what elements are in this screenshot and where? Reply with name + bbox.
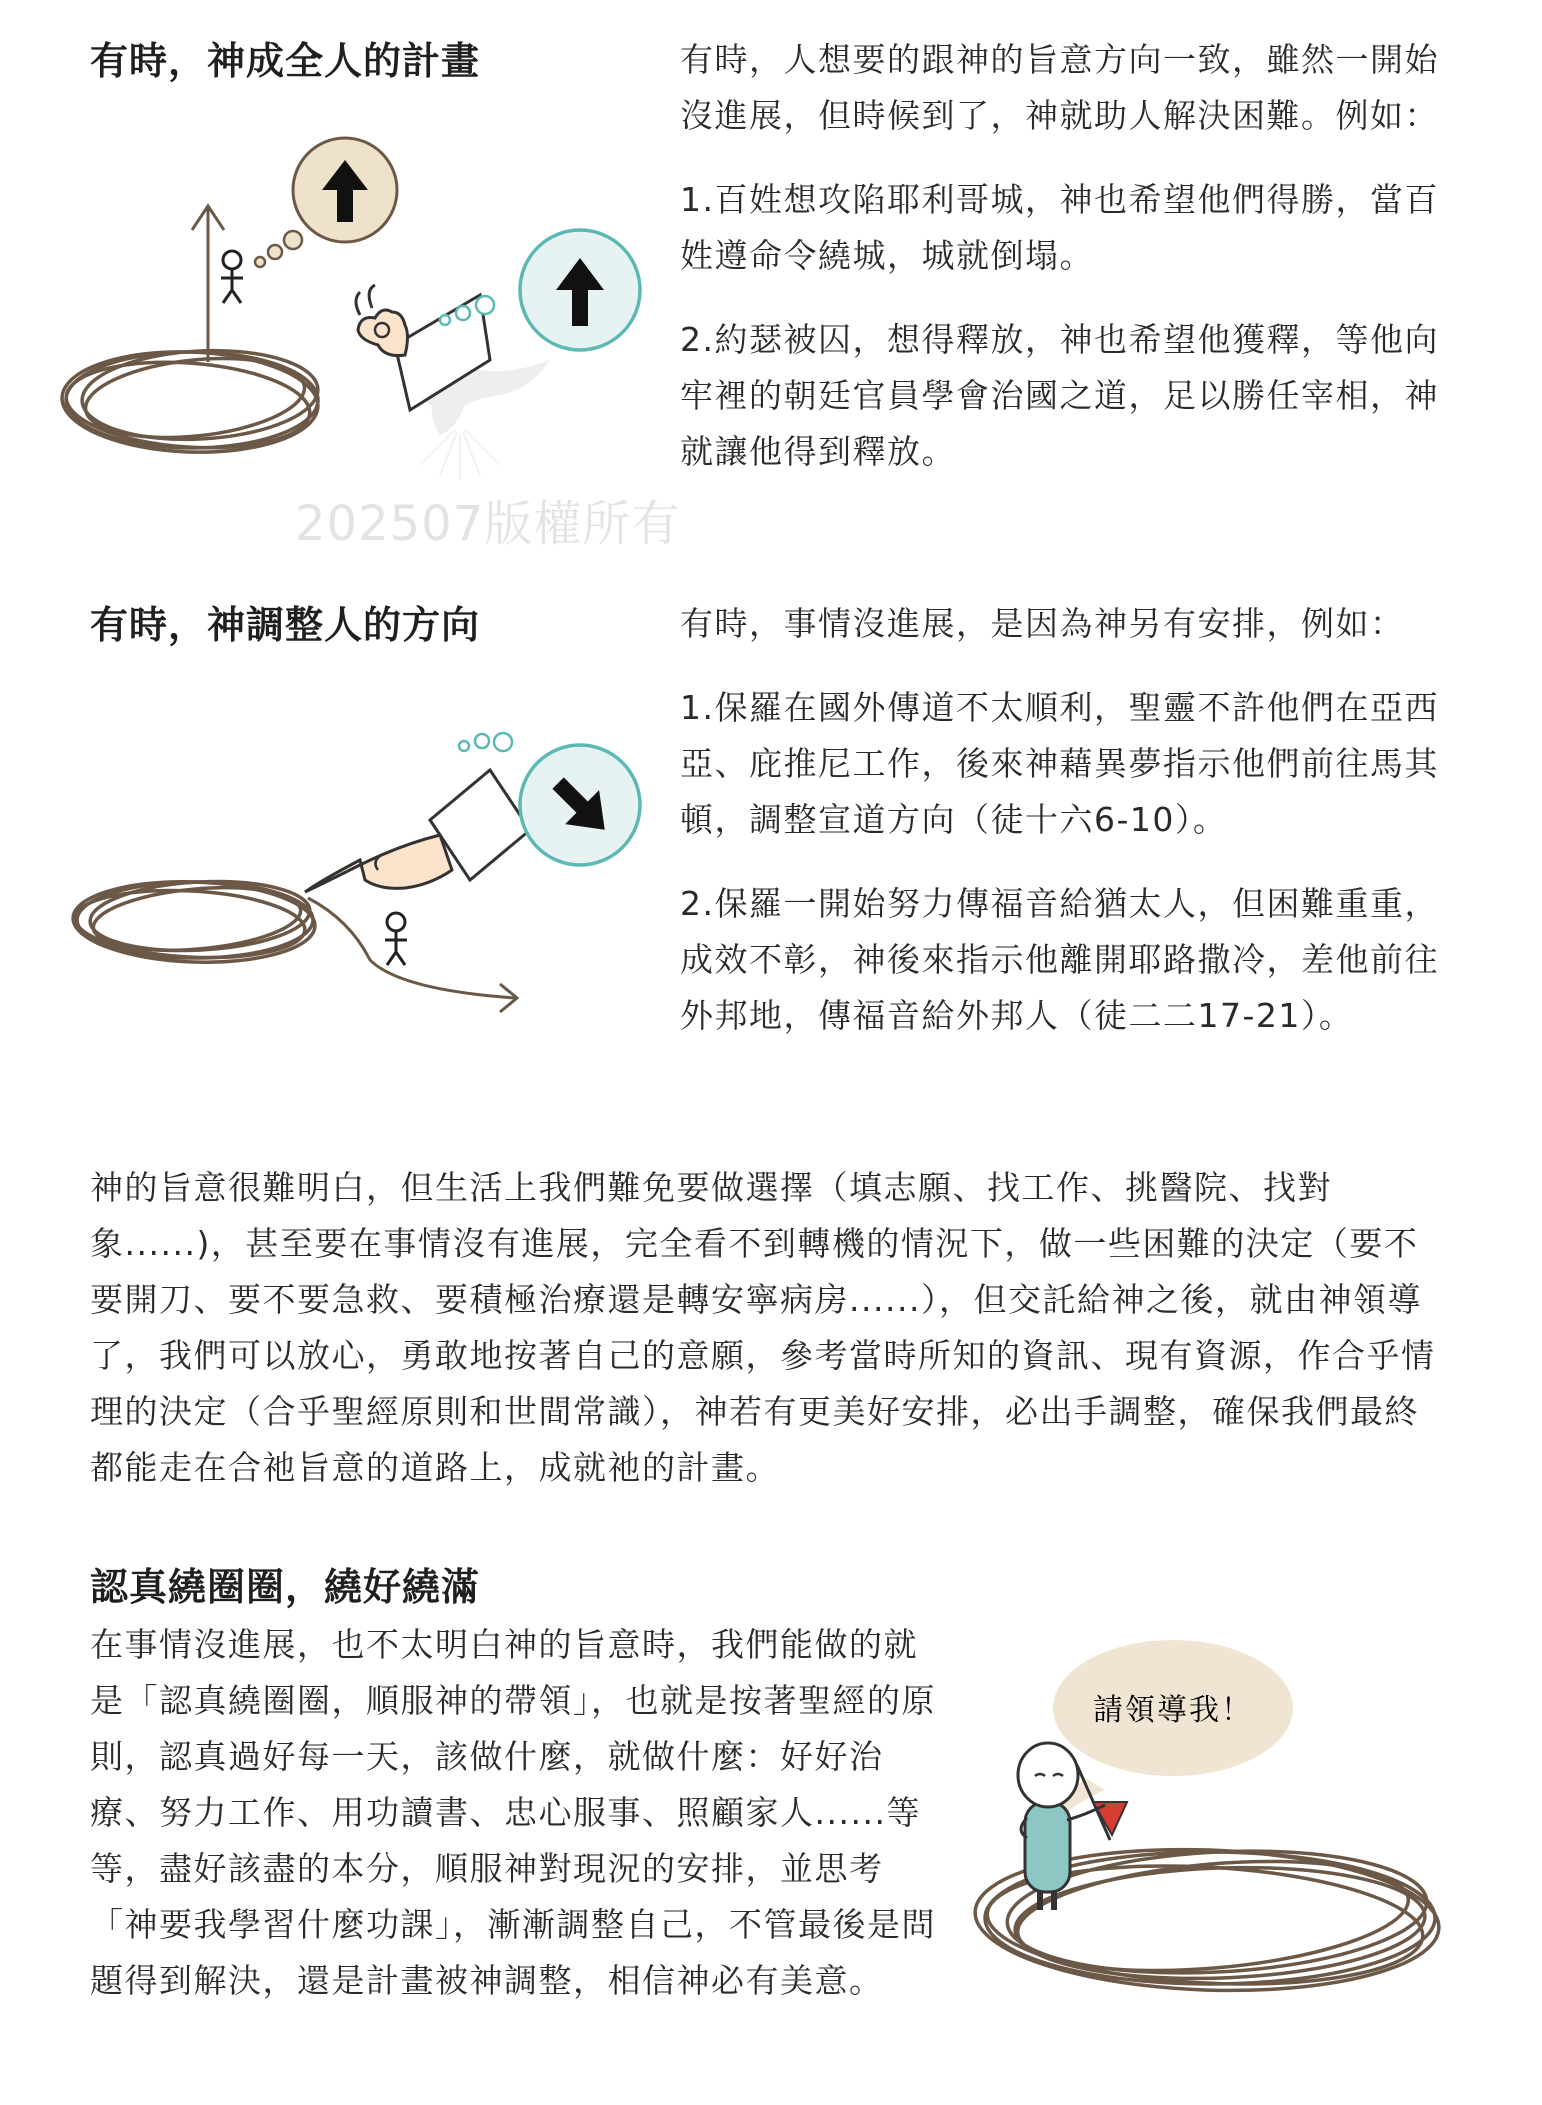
teal-thought-dots-icon: [459, 733, 512, 751]
divine-up-arrow-bubble-icon: [520, 230, 640, 350]
scribble-circle-icon: [60, 345, 320, 457]
thought-dots-icon: [255, 231, 302, 267]
section2-example-2: 2.保羅一開始努力傳福音給猶太人，但困難重重，成效不彰，神後來指示他離開耶路撒冷，差他前往外邦地，傳福音給外邦人（徒二二17-21）。: [680, 884, 1439, 1035]
section1-text: [680, 32, 1445, 480]
copyright-watermark: 202507版權所有: [295, 496, 681, 552]
section1-example-2: 2.約瑟被囚，想得釋放，神也希望他獲釋，等他向牢裡的朝廷官員學會治國之道，足以勝任宰相，神就讓他得到釋放。: [680, 320, 1439, 471]
character-with-flag-icon: [1018, 1743, 1127, 1910]
illustration-walking-circles: [955, 1640, 1515, 2060]
section2-intro: 有時，事情沒進展，是因為神另有安排，例如：: [680, 604, 1405, 643]
speech-bubble-text: 請領導我！: [1093, 1693, 1253, 1728]
middle-paragraph-block: [90, 1160, 1450, 1496]
person-icon: [221, 251, 243, 303]
up-path-arrow-icon: [192, 206, 224, 362]
speech-bubble: [1050, 1640, 1293, 1825]
section1-intro: 有時，人想要的跟神的旨意方向一致，雖然一開始沒進展，但時候到了，神就助人解決困難。例如：: [680, 40, 1439, 135]
section1-title: 有時，神成全人的計畫: [90, 39, 481, 83]
illustration-direction-adjusted: [60, 720, 680, 1040]
person-up-arrow-bubble-icon: [293, 138, 397, 242]
new-direction-arrow-icon: [308, 898, 517, 1012]
section2-title: 有時，神調整人的方向: [90, 603, 481, 647]
section2-example-1: 1.保羅在國外傳道不太順利，聖靈不許他們在亞西亞、庇推尼工作，後來神藉異夢指示他們前往馬其頓，調整宣道方向（徒十六6-10）。: [680, 688, 1439, 839]
section1-example-1: 1.百姓想攻陷耶利哥城，神也希望他們得勝，當百姓遵命令繞城，城就倒塌。: [680, 180, 1439, 275]
pointing-hand-icon: [305, 770, 530, 892]
section3-body: 在事情沒進展，也不太明白神的旨意時，我們能做的就是「認真繞圈圈，順服神的帶領」，也就是按著聖經的原則，認真過好每一天，該做什麼，就做什麼：好好治療、努力工作、用功讀書、忠心服事、照顧家人......等等，盡好該盡的本分，順服神對現況的安排，並思考「神要我學習什麼功課」，漸漸調整自己，不管最後是問題得到解決，還是計畫被神調整，相信神必有美意。: [90, 1625, 936, 2000]
middle-paragraph: 神的旨意很難明白，但生活上我們難免要做選擇（填志願、找工作、挑醫院、找對象......)，甚至要在事情沒有進展，完全看不到轉機的情況下，做一些困難的決定（要不要開刀、要不要急救、要積極治療還是轉安寧病房......），但交託給神之後，就由神領導了，我們可以放心，勇敢地按著自己的意願，參考當時所知的資訊、現有資源，作合乎情理的決定（合乎聖經原則和世間常識），神若有更美好安排，必出手調整，確保我們最終都能走在合祂旨意的道路上，成就祂的計畫。: [90, 1168, 1436, 1487]
scribble-circle-icon: [72, 876, 317, 966]
illustration-plan-fulfilled: [60, 130, 680, 550]
divine-down-right-arrow-bubble-icon: [520, 745, 640, 865]
section2-text: [680, 596, 1445, 1044]
person-icon: [385, 913, 407, 965]
section3-text: [90, 1617, 940, 2009]
section3-title: 認真繞圈圈，繞好繞滿: [90, 1565, 481, 1609]
